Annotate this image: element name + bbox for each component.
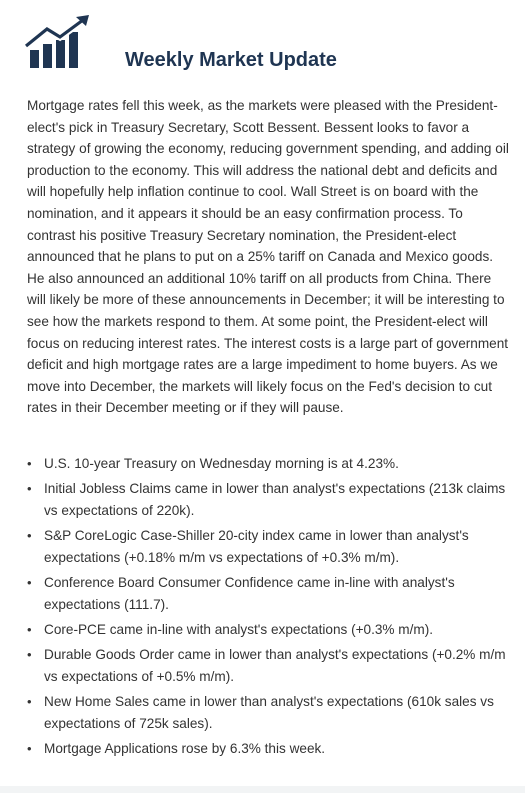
list-item-text: Durable Goods Order came in lower than analyst's expectations (+0.2% m/m vs expectations of +0.5% m/m).	[44, 647, 506, 684]
list-item-text: Core-PCE came in-line with analyst's expectations (+0.3% m/m).	[44, 621, 434, 637]
list-item-text: Conference Board Consumer Confidence came in-line with analyst's expectations (111.7).	[44, 575, 455, 612]
bullet-marker: •	[27, 621, 32, 637]
list-item-text: Mortgage Applications rose by 6.3% this week.	[44, 740, 326, 756]
list-item	[27, 572, 511, 615]
bullet-marker: •	[27, 575, 32, 591]
list-item	[27, 644, 511, 687]
list-item	[27, 525, 511, 568]
list-item	[27, 619, 511, 641]
intro-paragraph: Mortgage rates fell this week, as the markets were pleased with the President-elect's pick in Treasury Secretary, Scott Bessent. Bessent looks to favor a strategy of growing the economy, reducing government spending, and adding oil production to the economy. This will address the national debt and deficits and will hopefully help inflation continue to cool. Wall Street is on board with the nomination, and it appears it should be an easy confirmation process. To contrast his positive Treasury Secretary nomination, the President-elect announced that he plans to put on a 25% tariff on Canada and Mexico goods. He also announced an additional 10% tariff on all products from China. There will likely be more of these announcements in December; it will be interesting to see how the markets respond to them. At some point, the President-elect will focus on reducing interest rates. The interest costs is a large part of government deficit and high mortgage rates are a large impediment to home buyers. As we move into December, the markets will likely focus on the Fed's decision to cut rates in their December meeting or if they will pause.	[27, 98, 509, 416]
rising-chart-logo-icon	[25, 14, 91, 70]
bullet-marker: •	[27, 694, 32, 710]
list-item	[27, 453, 511, 475]
list-item-text: S&P CoreLogic Case-Shiller 20-city index came in lower than analyst's expectations (+0.18% m/m vs expectations of +0.3% m/m).	[44, 528, 469, 565]
list-item	[27, 478, 511, 521]
bullet-marker: •	[27, 481, 32, 497]
header	[25, 14, 505, 74]
list-item-text: U.S. 10-year Treasury on Wednesday morning is at 4.23%.	[44, 456, 399, 471]
page-title: Weekly Market Update	[125, 49, 337, 71]
market-updates-list	[27, 453, 511, 763]
bullet-marker: •	[27, 647, 32, 663]
list-item-text: New Home Sales came in lower than analyst's expectations (610k sales vs expectations of 725k sales).	[44, 694, 494, 731]
bullet-marker: •	[27, 740, 32, 756]
list-item	[27, 691, 511, 734]
bullet-marker: •	[27, 456, 32, 471]
bullet-marker: •	[27, 528, 32, 544]
list-item-text: Initial Jobless Claims came in lower than analyst's expectations (213k claims vs expectations of 220k).	[44, 481, 506, 518]
list-item	[27, 738, 511, 760]
